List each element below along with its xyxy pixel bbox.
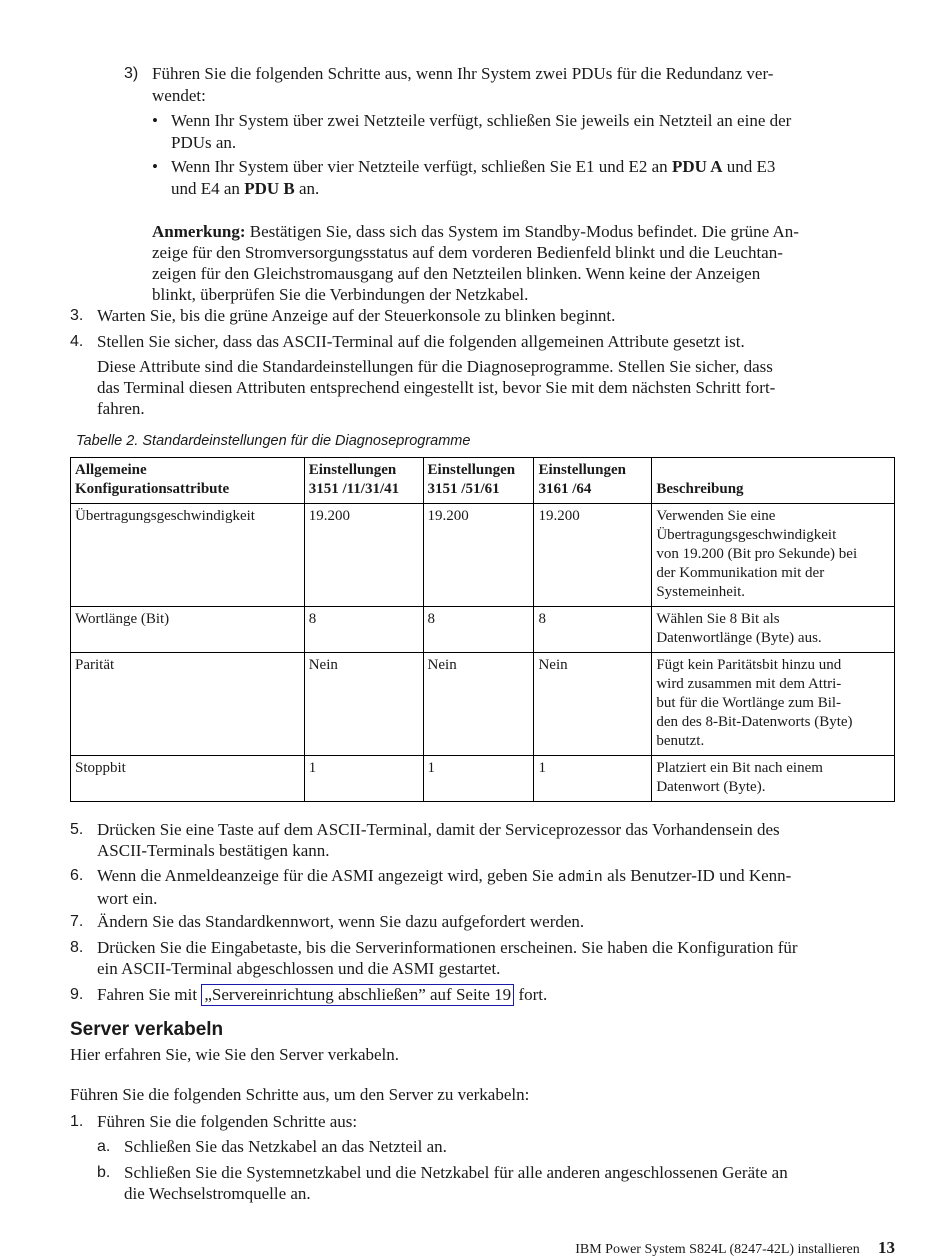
section-intro: Hier erfahren Sie, wie Sie den Server verkabeln. [70, 1045, 400, 1064]
step-marker: 6. [70, 867, 84, 884]
pdu-b-label: PDU B [244, 179, 295, 198]
table-cell: 1 [304, 756, 423, 802]
pdu-a-label: PDU A [671, 157, 723, 176]
table-cell: 8 [304, 607, 423, 653]
bullet-text: Wenn Ihr System über zwei Netzteile verfügt, schließen Sie jeweils ein Netzteil an eine der [171, 111, 792, 130]
table-header-cell: Beschreibung [652, 458, 895, 504]
step-text: Wenn die Anmeldeanzeige für die ASMI angezeigt wird, geben Sie admin als Benutzer-ID und Kenn- [97, 866, 792, 886]
step-text: ASCII-Terminals bestätigen kann. [97, 841, 330, 860]
step-text: Ändern Sie das Standardkennwort, wenn Sie dazu aufgefordert werden. [97, 912, 585, 931]
footer-title: IBM Power System S824L (8247-42L) installieren [575, 1242, 860, 1257]
table-cell: 8 [423, 607, 534, 653]
table-cell: Nein [304, 653, 423, 756]
page-number: 13 [878, 1238, 895, 1257]
table-cell: Nein [534, 653, 652, 756]
step-para-line: das Terminal diesen Attributen entsprechend eingestellt ist, bevor Sie mit dem nächsten Schritt fort- [97, 378, 776, 397]
table-cell: Übertragungsgeschwindigkeit [71, 504, 305, 607]
table-cell: Fügt kein Paritätsbit hinzu und wird zusammen mit dem Attri- but für die Wortlänge zum Bil- den des 8-Bit-Datenworts (Byte) benutzt. [652, 653, 895, 756]
table-header-cell: Einstellungen 3151 /51/61 [423, 458, 534, 504]
step-text: Drücken Sie eine Taste auf dem ASCII-Terminal, damit der Serviceprozessor das Vorhandensein des [97, 820, 780, 839]
step-text: Stellen Sie sicher, dass das ASCII-Terminal auf die folgenden allgemeinen Attribute gesetzt ist. [97, 332, 745, 351]
substep-3 [124, 64, 894, 304]
table-row [71, 504, 895, 607]
substep-marker: 3) [124, 65, 139, 82]
table-row [71, 653, 895, 756]
section-lead: Führen Sie die folgenden Schritte aus, um den Server zu verkabeln: [70, 1085, 530, 1104]
table-cell: Wählen Sie 8 Bit als Datenwortlänge (Byte) aus. [652, 607, 895, 653]
step-marker: 1. [70, 1113, 84, 1130]
table-cell: Nein [423, 653, 534, 756]
note-label: Anmerkung: [152, 222, 246, 241]
table-cell: Verwenden Sie eine Übertragungsgeschwindigkeit von 19.200 (Bit pro Sekunde) bei der Kommunikation mit der Systemeinheit. [652, 504, 895, 607]
table-caption: Tabelle 2. Standardeinstellungen für die Diagnoseprogramme [76, 433, 471, 449]
table-header-row [71, 458, 895, 504]
admin-code: admin [557, 869, 603, 886]
bullet-item [152, 157, 892, 199]
substep-text: die Wechselstromquelle an. [124, 1184, 311, 1203]
bullet-icon: • [152, 157, 158, 176]
step-marker: 4. [70, 333, 84, 350]
bullet-text: Wenn Ihr System über vier Netzteile verfügt, schließen Sie E1 und E2 an PDU A und E3 [171, 157, 776, 176]
step-text: Warten Sie, bis die grüne Anzeige auf der Steuerkonsole zu blinken beginnt. [97, 306, 616, 325]
step-para-line: fahren. [97, 399, 145, 418]
step-text: Führen Sie die folgenden Schritte aus: [97, 1112, 358, 1131]
substep-text: Schließen Sie die Systemnetzkabel und die Netzkabel für alle anderen angeschlossenen Geräte an [124, 1163, 788, 1182]
table-row [71, 607, 895, 653]
step-text: ein ASCII-Terminal abgeschlossen und die ASMI gestartet. [97, 959, 501, 978]
table-cell: 19.200 [304, 504, 423, 607]
substep-text: Schließen Sie das Netzkabel an das Netzteil an. [124, 1137, 447, 1156]
substep-text-line1: Führen Sie die folgenden Schritte aus, wenn Ihr System zwei PDUs für die Redundanz ver- [152, 64, 774, 83]
step-marker: 5. [70, 821, 84, 838]
step-marker: 8. [70, 939, 84, 956]
step-marker: 9. [70, 986, 84, 1003]
bullet-text: und E4 an PDU B an. [171, 179, 320, 198]
table-cell: Wortlänge (Bit) [71, 607, 305, 653]
section-heading: Server verkabeln [70, 1019, 224, 1040]
step-para-line: Diese Attribute sind die Standardeinstellungen für die Diagnoseprogramme. Stellen Sie sicher, dass [97, 357, 773, 376]
step-marker: 3. [70, 307, 84, 324]
table-header-cell: Einstellungen 3161 /64 [534, 458, 652, 504]
table-header-cell: Allgemeine Konfigurationsattribute [71, 458, 305, 504]
table-cell: Parität [71, 653, 305, 756]
table-cell: 19.200 [423, 504, 534, 607]
step-text: wort ein. [97, 889, 158, 908]
table-row [71, 756, 895, 802]
settings-table [70, 457, 895, 802]
table-cell: 1 [534, 756, 652, 802]
table-cell: 1 [423, 756, 534, 802]
page-footer [575, 1238, 895, 1260]
note: Anmerkung: Bestätigen Sie, dass sich das System im Standby-Modus befindet. Die grüne An- zeige für den Stromversorgungsstatus auf dem vorderen Bedienfeld blinkt und die Leuchtan- zeigen für den Gleichstromausgang auf den Netzteilen blinken. Wenn keine der Anzeigen blinkt, überprüfen Sie die Verbindungen der Netzkabel. [152, 222, 799, 304]
substep-marker: b. [97, 1164, 111, 1181]
bullet-text: PDUs an. [171, 133, 237, 152]
table-cell: Platziert ein Bit nach einem Datenwort (Byte). [652, 756, 895, 802]
table-cell: 8 [534, 607, 652, 653]
table-header-cell: Einstellungen 3151 /11/31/41 [304, 458, 423, 504]
step-text: Drücken Sie die Eingabetaste, bis die Serverinformationen erscheinen. Sie haben die Konfiguration für [97, 938, 798, 957]
cross-reference-link[interactable]: „Servereinrichtung abschließen” auf Seite 19 [201, 984, 514, 1006]
substep-text-line2: wendet: [152, 86, 206, 105]
table-cell: 19.200 [534, 504, 652, 607]
bullet-icon: • [152, 111, 158, 130]
substep-marker: a. [97, 1138, 111, 1155]
table-cell: Stoppbit [71, 756, 305, 802]
bullet-item [152, 111, 892, 153]
step-text: Fahren Sie mit „Servereinrichtung abschließen” auf Seite 19 fort. [97, 985, 548, 1004]
step-marker: 7. [70, 913, 84, 930]
